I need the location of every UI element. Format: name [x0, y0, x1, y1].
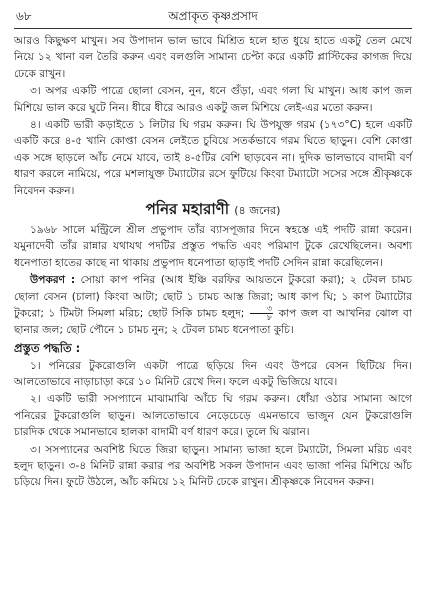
ingredients-text-part1: সোয়া কাপ পনির (আধ ইঞ্চি বরফির আয়তনে টুকরো করা); ২ টেবল চামচ ছোলা বেসন (চালা) কিংবা আটা; ছোট ১ চামচ আস্ত জিরা; আধ কাপ ঘি; ১ কাপ টম্যাটোর টুকরো; ১ টিমটা সিমলা মরিচ; ছোট সিকি চামচ হলুদ;	[14, 274, 413, 320]
page-number: ৬৮	[16, 9, 32, 23]
method-step-2: ২। একটি ভারী সসপ্যানে মাঝামাঝি আঁচে ঘি গরম করুন। ধোঁয়া ওঠার সামান্য আগে পনিরের টুকরোগুলি ছাড়ুন। আলতোভাবে নেড়েচেড়ে এমনভাবে ভাজুন যেন টুকরোগুলি চারদিক থেকে সমানভাবে হালকা বাদামী বর্ণ ধারণ করে। তুলে ঘি ঝরান।	[14, 393, 412, 439]
running-title: অপ্রাকৃত কৃষ্ণপ্রসাদ	[168, 9, 258, 23]
paragraph-step-3: ৩। অপর একটি পাত্রে ছোলা বেসন, নুন, ধনে গুঁড়া, এবং গলা ঘি মাখুন। আধ কাপ জল মিশিয়ে ভাল করে ঘুটে নিন। ধীরে ধীরে আরও একটু জল মিশিয়ে লেই-এর মতো করুন।	[14, 85, 412, 114]
fraction-three-eighths	[250, 305, 273, 322]
method-label: প্রস্তুত পদ্ধতি :	[14, 340, 81, 355]
ingredients-text-part2: কাপ জল বা আখনির ঝোল বা ছানার জল; ছোট পৌনে ১ চামচ নুন; ২ টেবল চামচ ধনেপাতা কুচি।	[14, 307, 412, 337]
recipe-servings: (৪ জনের)	[234, 204, 281, 218]
method-step-3: ৩। সসপ্যানের অবশিষ্ট ঘিতে জিরা ছাড়ুন। সামান্য ভাজা হলে টম্যাটো, সিমলা মরিচ এবং হলুদ ছাড়ুন। ৩-৪ মিনিট রান্না করার পর অবশিষ্ট সকল উপাদান এবং ভাজা পনির মিশিয়ে আঁচ চড়িয়ে দিন। ফুটে উঠলে, আঁচ কমিয়ে ১২ মিনিট ঢেকে রাখুন। শ্রীকৃষ্ণকে নিবেদন করুন।	[14, 443, 412, 489]
ingredients-label: উপকরণ :	[30, 274, 76, 287]
fraction-numerator: ৩	[250, 305, 273, 314]
page-header	[14, 6, 412, 29]
recipe-title	[14, 200, 412, 220]
paragraph-continued: আরও কিছুক্ষণ মাখুন। সব উপাদান ভাল ভাবে মিশ্রিত হলে হাত ধুয়ে হাতে একটু তেল মেখে নিয়ে ১২ খানা বল তৈরি করুন এবং বলগুলি সামান্য চেপ্টা করে একটি প্লাস্টিকের কাগজ দিয়ে ঢেকে রাখুন।	[14, 35, 412, 80]
method-step-1: ১। পনিরের টুকরোগুলি একটা পাত্রে ছড়িয়ে দিন এবং উপরে বেসন ছিটিয়ে দিন। আলতোভাবে নাড়াচাড়া করে ১০ মিনিট রেখে দিন। ফলে একটু ভিজিয়ে যাবে।	[14, 359, 412, 388]
paragraph-step-4: ৪। একটি ভারী কড়াইতে ১ লিটার ঘি গরম করুন। ঘি উপযুক্ত গরম (১৭৩°C) হলে একটি একটি করে ৪-৫ খানি কোপ্তা বেসন লেইতে চুবিয়ে সতর্কভাবে গরম ঘিতে ছাড়ুন। বেশি কোপ্তা এক সঙ্গে ছাড়লে আঁচ নেমে যাবে, তাই ৪-৫টির বেশি ছাড়বেন না। দুদিক ভালভাবে বাদামী বর্ণ ধারণ করলে নামিয়ে, পরে মশলাযুক্ত টম্যাটোর রসে ফুটিয়ে কিংবা টম্যাটো সসের সঙ্গে শ্রীকৃষ্ণকে নিবেদন করুন।	[14, 119, 412, 197]
recipe-intro: ১৯৬৮ সালে মন্ট্রিলে শ্রীল প্রভুপাদ তাঁর ব্যাসপূজার দিনে স্বহস্তে এই পদটি রান্না করেন। যমুনাদেবী তাঁর রান্নার যথাযথ পদটির প্রস্তুত পদ্ধতি এবং পরিমাণ টুকে রেখেছিলেন। অবশ্য ধনেপাতা হাতের কাছে না থাকায় প্রভুপাদ ধনেপাতা ছাড়াই পদটি সেদিন রান্না করেছিলেন।	[14, 224, 412, 269]
fraction-denominator: ৮	[266, 313, 273, 323]
recipe-name: পনির মহারাণী	[145, 200, 230, 219]
book-page	[14, 6, 412, 598]
ingredients-paragraph	[14, 272, 412, 338]
